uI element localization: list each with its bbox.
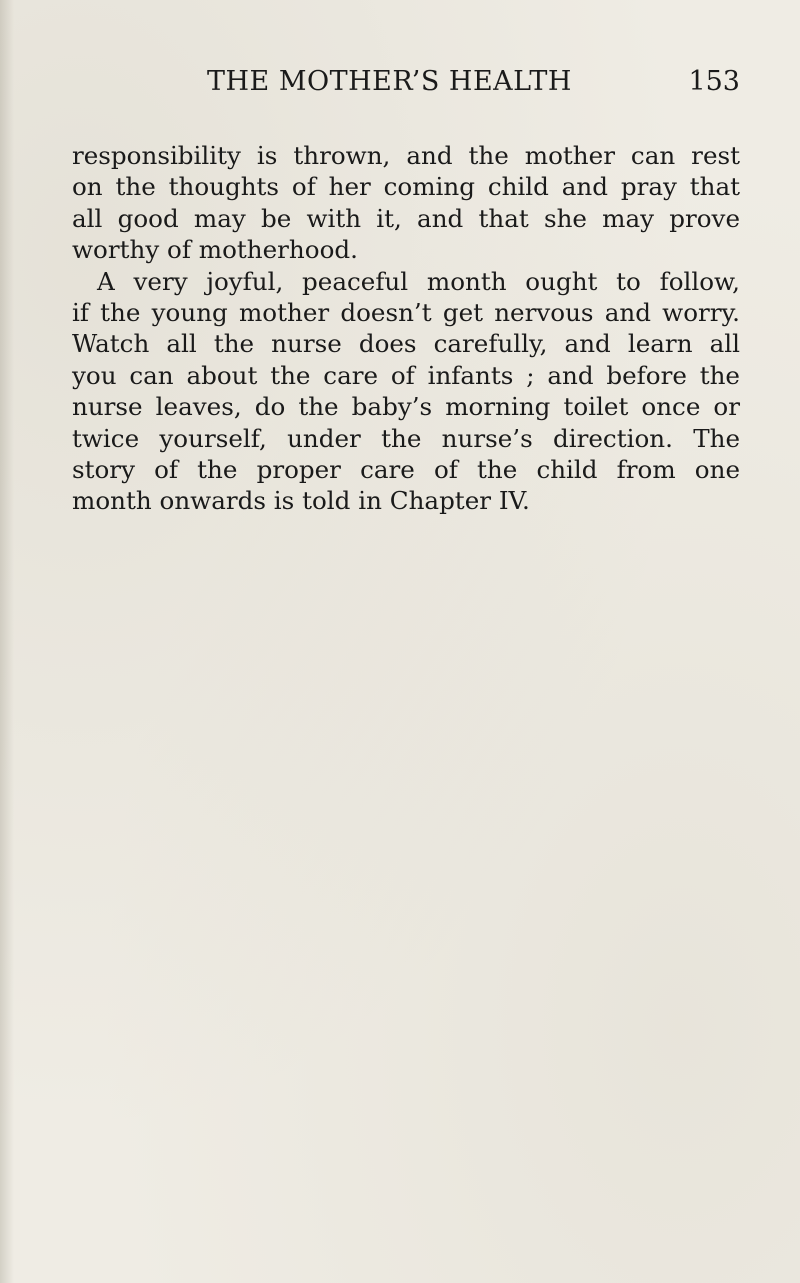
text-line: story of the proper care of the child from one [72,454,740,484]
text-line: you can about the care of infants ; and before the [72,360,740,390]
running-head: THE MOTHER’S HEALTH [207,66,572,97]
text-line: month onwards is told in Chapter IV. [72,486,530,516]
page-gutter-shadow [0,0,14,1283]
text-line: A very joyful, peaceful month ought to follow, [97,266,740,296]
body-text [72,140,740,517]
text-line: on the thoughts of her coming child and pray that [72,172,740,202]
page-number: 153 [688,66,740,97]
text-line: worthy of motherhood. [72,235,358,265]
text-line: all good may be with it, and that she may prove [72,203,740,233]
text-line: responsibility is thrown, and the mother can rest [72,141,740,170]
text-line: nurse leaves, do the baby’s morning toilet once or [72,392,740,422]
text-line: twice yourself, under the nurse’s direction. The [72,423,740,453]
text-line: if the young mother doesn’t get nervous and worry. [72,297,740,327]
text-line: Watch all the nurse does carefully, and learn all [72,329,740,359]
page-header [72,66,740,106]
